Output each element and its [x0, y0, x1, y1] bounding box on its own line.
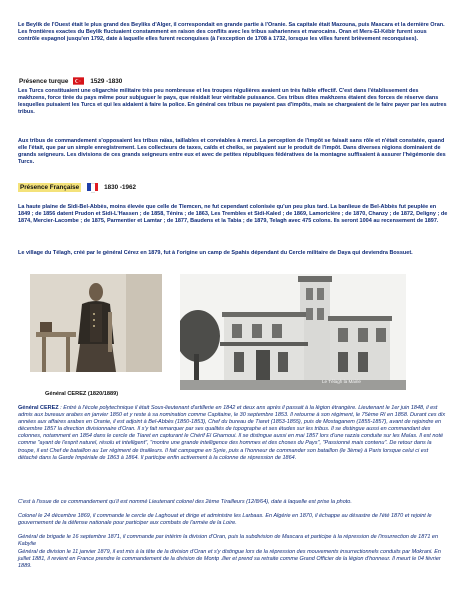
biography-paragraph-3: Colonel le 24 décembre 1869, il commande le cercle de Laghouat et dirige et administre les Larbaas. En Algérie en 1870, il échappe au désastre de l'été 1870 et rejoint le gouvernement de la défense nationale pour participer aux combats de l'armée de la Loire. [18, 513, 432, 527]
mairie-building-illustration [180, 274, 406, 390]
telagh-mairie-photo [180, 274, 406, 390]
biography-paragraph-5: Général de division le 11 janvier 1879, il est mis à la tête de la division d'Oran et s'y distingue lors de la répression des mouvements insurrectionnels conduits par Mokrani. En juillet 1881, il revient en France prendre le commandement de la division de Montp .llier et prend sa retraite comme Grand Officier de la légion d'honneur. Il meurt le 04 février 1889. [18, 549, 441, 570]
biography-text-1: : Entré à l'école polytechnique il était Sous-lieutenant d'artillerie en 1842 et deux ans après il passait à la légion étrangère. Lieutenant le 1er juin 1848, il est admis aux bureaux arabes en janvier 1850 et y reste à sa nomination comme Capitaine, le 30 septembre 1853. Il retourne à son régiment, le 75ème RI en 1858. Durant ces dix années aux affaires arabes en Oranie, il est adjoint à Bel-Abbès (1850-1853), Chef du bureau de Tiaret (1853-1855), puis de Mostaganem (1855-1857), avant de rejoindre en décembre 1857 la direction divisionnaire d'Oran. Il s'y fait remarquer par ses qualités de topographe et ses études sur les tribus. Il se distingue aussi en commandant des colonnes, notamment en 1854 dans le cercle de Tiaret en capturant le Chérif El Gharnoui. Il se distingue aussi en mai 1857 lors d'une razzia conduite sur les Maïas. Il est noté comme "ayant de l'esprit naturel, résolu et intelligent", "montre une grande intelligence des hommes et des choses du Pays", "Passionné mais contenu". De retour dans la troupe, il est Chef de bataillon au 1er régiment de tirailleurs. Il fait campagne en Syrie, puis a l'honneur de commander son bataillon (le 3ème) à Paris lorsque celui ci est détaché dans la Garde Impériale de 1863 à 1864. Il participe enfin activement à la colonne de répression de 1864. [18, 405, 446, 461]
portrait-illustration [30, 274, 162, 372]
francaise-paragraph-1: La haute plaine de Sidi-Bel-Abbès, moins élevée que celle de Tlemcen, ne fut cependant colonisée qu'un peu plus tard. La banlieue de Bel-Abbès fut peuplée en 1849 ; de 1856 datent Prudon et Sidi-L'Hassen ; de 1858, Ténira ; de 1863, Les Trembles et Sidi-Kaled ; de 1869, Lamoricière ; de 1870, Chanzy ; de 1872, Deligny ; de 1874, Mercier-Lacombe ; de 1875, Parmentier et Lamtar ; de 1877, Baudens et la Tabia ; de 1879, Telagh avec 475 colons. Ils seront 1004 au recensement de 1897. [18, 204, 448, 225]
portrait-caption: Général CEREZ (1820/1889) [45, 391, 119, 397]
section-label: Présence Française [20, 183, 80, 191]
france-flag-icon [87, 183, 98, 191]
biography-title: Général CEREZ [18, 405, 59, 411]
section-label: Présence turque [19, 77, 69, 85]
intro-paragraph: Le Beylik de l'Ouest était le plus grand des Beyliks d'Alger, il correspondait en grande partie à l'Oranie. Sa capitale était Mazouna, puis Mascara et la dernière Oran. Les frontières exactes du Beylik fluctuaient constamment en raison des conflits avec les tribus sahariennes et marocains. Oran et Mers-El-Kébir furent sous contrôle espagnol jusqu'en 1792, date à laquelle elles furent reconquises (à l'exception de 1708 à 1732, lorsque les villes furent brièvement reconquises). [18, 22, 445, 43]
biography-paragraph-4: Général de brigade le 16 septembre 1871, il commande par intérim la division d'Oran, puis la subdivision de Mascara et participe à la répression de l'insurrection de 1871 en Kabylie [18, 534, 439, 548]
mairie-caption: Le Télagh la Mairie [322, 379, 361, 384]
turque-paragraph-1: Les Turcs constituaient une oligarchie militaire très peu nombreuse et les troupes régulières avaient un très faible effectif. C'est dans l'établissement des makhzens, force tirée du pays même pour subjuguer le pays, que résidait leur véritable puissance. Ces tribus dites makhzens étaient des forces de réserve dans lesquelles puisaient les Turcs et qui les aidaient à faire la police. En général ces tribus ne payaient pas d'impôts, mais se chargeaient de le faire payer par les autres tribus. [18, 88, 447, 116]
turque-paragraph-2: Aux tribus de commandement s'opposaient les tribus raïas, taillables et corvéables à merci. La perception de l'impôt se faisait sans rôle et n'était constatée, quand elle l'était, que par un simple enregistrement. Les collecteurs de taxes, caïds et cheiks, se payaient sur le produit de l'impôt. Dans diverses régions dominaient de grands seigneurs. Les divisions de ces grands seigneurs entre eux et avec de petites républiques fédératives de la montagne suffisaient à assurer l'hégémonie des Turcs. [18, 138, 446, 166]
biography-paragraph-2: C'est à l'issue de ce commandement qu'il est nommé Lieutenant colonel des 2ème Tirailleurs (12/8/64), date à laquelle est prise la photo. [18, 499, 352, 505]
biography-paragraph-1 [18, 405, 448, 462]
general-cerez-portrait-photo [30, 274, 162, 372]
section-heading-presence-turque [18, 76, 122, 86]
section-heading-presence-francaise [18, 182, 136, 192]
section-dates: 1830 -1962 [104, 183, 137, 191]
francaise-paragraph-2: Le village du Télagh, créé par le général Cérez en 1879, fut à l'origine un camp de Spahis dépendant du Cercle militaire de Daya qui deviendra Bossuet. [18, 250, 413, 256]
section-dates: 1529 -1830 [90, 77, 123, 85]
turkey-flag-icon [73, 77, 84, 85]
